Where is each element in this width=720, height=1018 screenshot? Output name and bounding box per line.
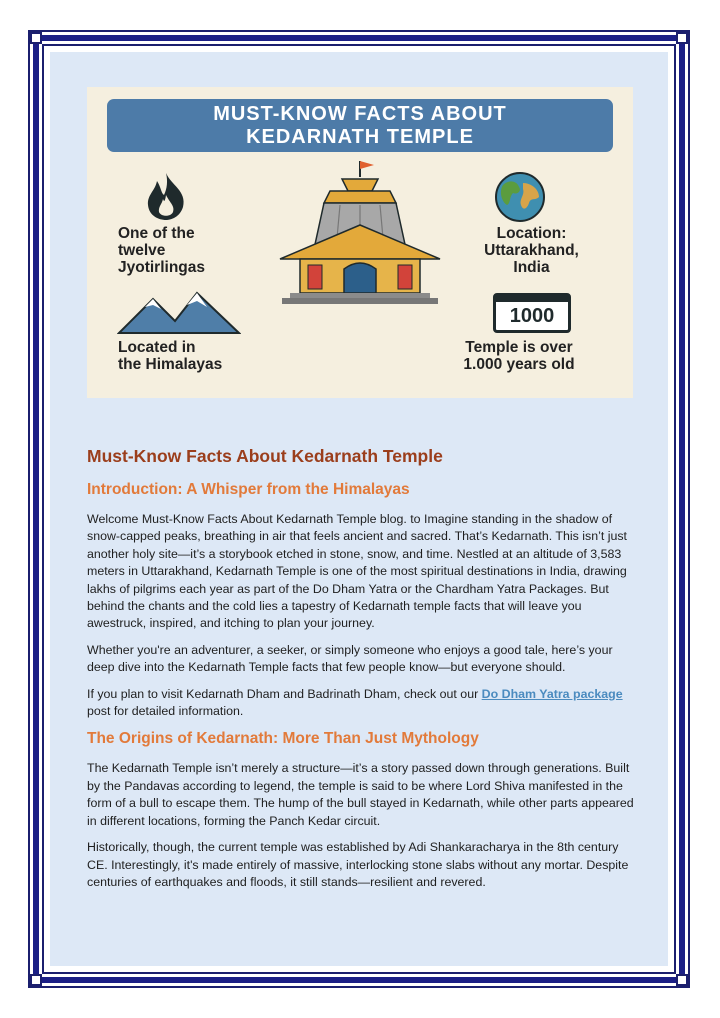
caption-line: twelve xyxy=(118,242,166,259)
article-title: Must-Know Facts About Kedarnath Temple xyxy=(87,446,443,466)
fact-himalayas xyxy=(118,339,222,373)
caption-line: the Himalayas xyxy=(118,356,223,373)
flame-icon xyxy=(137,171,195,221)
caption-line: Uttarakhand, xyxy=(484,242,579,259)
caption-line: One of the xyxy=(118,225,195,242)
temple-illustration xyxy=(260,159,460,305)
calendar-number: 1000 xyxy=(509,305,555,327)
border-corner-ornament xyxy=(676,974,688,986)
fact-age xyxy=(419,339,619,373)
hero-infographic xyxy=(87,87,633,398)
caption-line: Temple is over xyxy=(465,339,573,356)
calendar-icon xyxy=(493,293,571,333)
caption-line: Located in xyxy=(118,339,196,356)
banner-line-1: MUST-KNOW FACTS ABOUT xyxy=(213,103,507,125)
document-page xyxy=(50,52,668,966)
paragraph-text: post for detailed information. xyxy=(87,704,244,719)
intro-paragraph-1: Welcome Must-Know Facts About Kedarnath Temple blog. to Imagine standing in the shadow of snow-capped peaks, breathing in air that feels ancient and sacred. That’s Kedarnath. This isn’t just another holy site—it’s a storybook etched in stone, snow, and time. Nestled at an altitude of 3,583 meters in Uttarakhand, Kedarnath Temple is one of the most spiritual destinations in India, drawing lakhs of pilgrims each year as part of the Do Dham Yatra or the Chardham Yatra Packages. But behind the chants and the cold lies a tapestry of Kedarnath temple facts that will leave you awestruck, inspired, and itching to plan your journey. xyxy=(87,512,628,631)
infographic-banner xyxy=(107,99,613,152)
intro-paragraph-3 xyxy=(87,686,635,721)
banner-line-2: KEDARNATH TEMPLE xyxy=(246,126,474,148)
section-heading-origins: The Origins of Kedarnath: More Than Just Mythology xyxy=(87,730,479,748)
paragraph-text: If you plan to visit Kedarnath Dham and Badrinath Dham, check out our xyxy=(87,686,482,701)
border-corner-ornament xyxy=(30,974,42,986)
border-corner-ornament xyxy=(676,32,688,44)
globe-icon xyxy=(489,171,551,223)
fact-location xyxy=(459,225,604,276)
border-corner-ornament xyxy=(30,32,42,44)
intro-paragraph-2: Whether you're an adventurer, a seeker, or simply someone who enjoys a good tale, here’s your deep dive into the Kedarnath Temple facts that few people know—but everyone should. xyxy=(87,642,613,675)
caption-line: India xyxy=(513,259,550,276)
article-body xyxy=(87,446,635,891)
mountains-icon xyxy=(117,287,241,337)
caption-line: Location: xyxy=(496,225,567,242)
fact-jyotirlinga xyxy=(118,225,205,276)
section-heading-introduction: Introduction: A Whisper from the Himalayas xyxy=(87,481,410,498)
origins-paragraph-1: The Kedarnath Temple isn’t merely a structure—it’s a story passed down through generations. Built by the Pandavas according to legend, the temple is said to be where Lord Shiva manifested in the form of a bull to escape them. The hump of the bull stayed in Kedarnath, while other parts appeared in different locations, forming the Panch Kedar circuit. xyxy=(87,761,634,828)
do-dham-yatra-package-link[interactable]: Do Dham Yatra package xyxy=(481,686,623,701)
caption-line: 1.000 years old xyxy=(463,356,575,373)
origins-paragraph-2: Historically, though, the current temple was established by Adi Shankaracharya in the 8th century CE. Interestingly, it's made entirely of massive, interlocking stone slabs without any mortar. Despite centuries of earthquakes and floods, it still stands—resilient and revered. xyxy=(87,840,629,889)
caption-line: Jyotirlingas xyxy=(118,259,205,276)
